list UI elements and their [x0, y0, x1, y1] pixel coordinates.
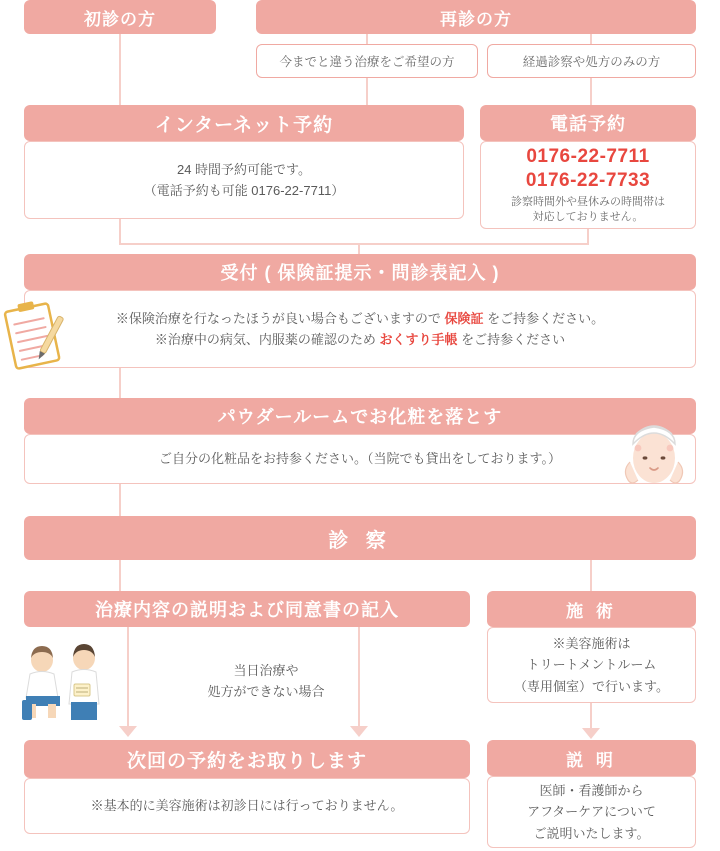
- panel-reception: [24, 290, 696, 368]
- internet-booking-title: インターネット予約: [154, 114, 334, 136]
- panel-phone-booking: [480, 141, 696, 229]
- header-treatment: [487, 591, 696, 627]
- header-powder-room: [24, 398, 696, 434]
- reception-line-1-b: をご持参ください。: [483, 310, 605, 326]
- connector-option2-to-phone: [590, 78, 592, 105]
- option-followup-label: 経過診察や処方のみの方: [522, 55, 661, 69]
- internet-booking-line-2: （電話予約も可能 0176-22-7711）: [143, 183, 345, 198]
- phone-note-line-1: 診察時間外や昼休みの時間帯は: [511, 196, 665, 209]
- treatment-note-line-1: ※美容施術は: [552, 635, 631, 651]
- option-followup-or-prescription: [487, 44, 696, 78]
- connector-phone-to-reception: [587, 229, 589, 243]
- explanation-note-line-3: ご説明いたします。: [533, 825, 650, 841]
- connector-consent-to-next: [127, 627, 129, 727]
- reception-line-2: [155, 329, 565, 350]
- connector-exam-to-treatment: [590, 560, 592, 591]
- connector-return-to-options: [366, 34, 368, 44]
- explanation-title: 説 明: [566, 750, 617, 770]
- phone-note-line-2: 対応しておりません。: [532, 211, 644, 224]
- header-examination: [24, 516, 696, 560]
- mid-note-line-1: 当日治療や: [233, 663, 299, 678]
- connector-return-to-options-2: [590, 34, 592, 44]
- internet-booking-line-1: 24 時間予約可能です。: [176, 161, 312, 177]
- connector-powder-to-exam: [119, 484, 121, 516]
- header-first-visit: [24, 0, 216, 34]
- treatment-note-line-3: （専用個室）で行います。: [514, 678, 669, 694]
- mid-note-line-2: 処方ができない場合: [207, 683, 325, 699]
- panel-powder-room: [24, 434, 696, 484]
- panel-explanation: [487, 776, 696, 848]
- connector-mid-to-next: [358, 627, 360, 727]
- mid-note: [186, 661, 346, 703]
- consent-title: 治療内容の説明および同意書の記入: [95, 600, 399, 620]
- header-explanation: [487, 740, 696, 776]
- next-appointment-note: ※基本的に美容施術は初診日には行っておりません。: [90, 798, 404, 814]
- header-internet-booking: [24, 105, 464, 141]
- phone-number-1[interactable]: 0176-22-7711: [526, 145, 650, 167]
- first-visit-label: 初診の方: [84, 9, 156, 29]
- connector-treatment-to-explain: [590, 703, 592, 729]
- treatment-title: 施 術: [566, 601, 617, 621]
- reception-line-1: [116, 308, 604, 329]
- connector-exam-to-branch: [119, 560, 121, 591]
- reception-insurance-emphasis: 保険証: [444, 310, 484, 326]
- face-wash-illustration: [612, 418, 696, 490]
- phone-booking-title: 電話予約: [550, 114, 626, 134]
- clipboard-illustration: [0, 300, 74, 370]
- arrow-consent-to-next: [119, 726, 137, 737]
- panel-next-appointment: [24, 778, 470, 834]
- panel-treatment: [487, 627, 696, 703]
- header-consent-form: [24, 591, 470, 627]
- connector-bus-down-reception: [358, 243, 360, 254]
- phone-number-2[interactable]: 0176-22-7733: [525, 169, 651, 191]
- connector-option1-to-internet: [366, 78, 368, 105]
- option-different-treatment-label: 今までと違う治療をご希望の方: [279, 55, 455, 69]
- panel-internet-booking: [24, 141, 464, 219]
- connector-internet-to-reception: [119, 219, 121, 243]
- explanation-note-line-2: アフターケアについて: [527, 804, 656, 820]
- header-reception: [24, 254, 696, 290]
- connector-reception-to-powder: [119, 368, 121, 398]
- connector-first-to-internet: [119, 34, 121, 105]
- reception-medicine-notebook-emphasis: おくすり手帳: [379, 332, 458, 347]
- connector-bus-reception: [119, 243, 589, 245]
- powder-room-title: パウダールームでお化粧を落とす: [217, 407, 503, 427]
- header-phone-booking: [480, 105, 696, 141]
- return-visit-label: 再診の方: [440, 9, 512, 29]
- powder-room-note: ご自分の化粧品をお持参ください。（当院でも貸出をしております。）: [159, 451, 561, 467]
- reception-line-2-a: ※治療中の病気、内服薬の確認のため: [154, 332, 380, 347]
- treatment-note-line-2: トリートメントルーム: [526, 657, 657, 673]
- next-appointment-title: 次回の予約をお取りします: [126, 750, 367, 772]
- reception-line-1-a: ※保険治療を行なったほうが良い場合もございますので: [115, 310, 445, 326]
- reception-title: 受付 ( 保険証提示・問診表記入 ): [220, 263, 500, 283]
- header-next-appointment: [24, 740, 470, 778]
- explanation-note-line-1: 医師・看護師から: [539, 782, 644, 798]
- reception-line-2-b: をご持参ください: [457, 332, 566, 347]
- doctor-patient-illustration: [8, 644, 124, 722]
- option-different-treatment: [256, 44, 478, 78]
- header-return-visit: [256, 0, 696, 34]
- arrow-mid-to-next: [350, 726, 368, 737]
- examination-title: 診 察: [328, 529, 392, 552]
- arrow-treatment-to-explain: [582, 728, 600, 739]
